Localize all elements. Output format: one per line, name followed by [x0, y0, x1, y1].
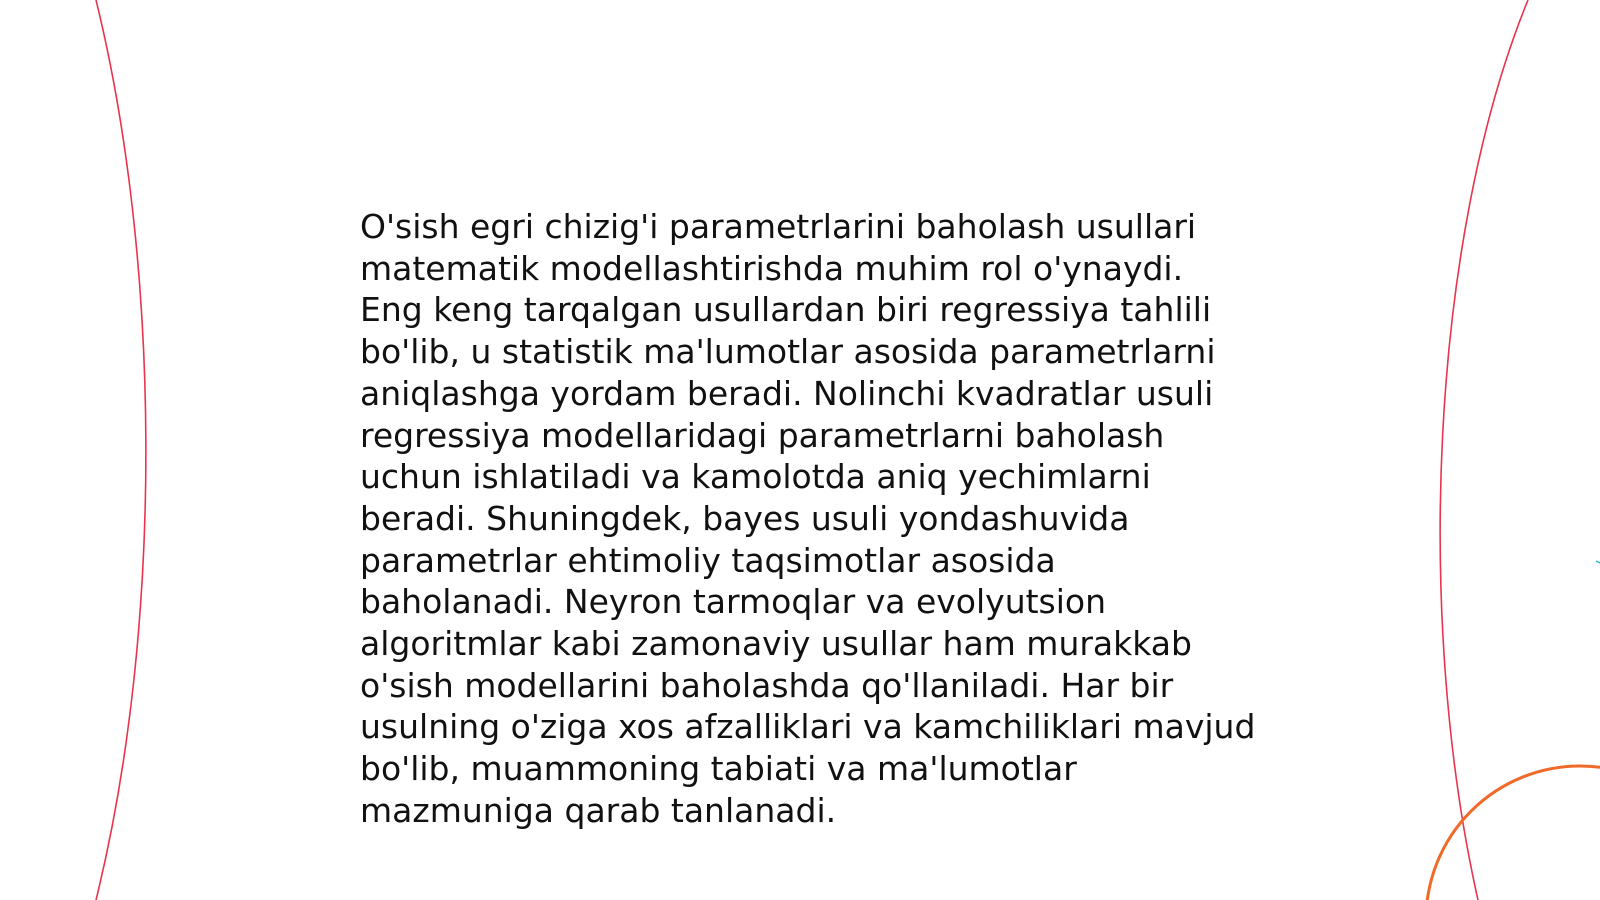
paragraph-line: usulning o'ziga xos afzalliklari va kamchiliklari mavjud: [360, 707, 1256, 747]
paragraph-line: o'sish modellarini baholashda qo'llaniladi. Har bir: [360, 665, 1174, 705]
paragraph-line: algoritmlar kabi zamonaviy usullar ham murakkab: [360, 624, 1192, 664]
corner-accent-decoration: [1596, 561, 1600, 563]
left-curve-decoration: [96, 0, 146, 900]
paragraph-line: O'sish egri chizig'i parametrlarini baholash usullari: [360, 207, 1197, 246]
paragraph-line: regressiya modellaridagi parametrlarni baholash: [360, 415, 1165, 455]
corner-circle-decoration: [1426, 766, 1600, 900]
paragraph-line: aniqlashga yordam beradi. Nolinchi kvadratlar usuli: [360, 373, 1214, 413]
paragraph-line: bo'lib, muammoning tabiati va ma'lumotlar: [360, 749, 1077, 789]
body-paragraph: [360, 206, 1260, 832]
paragraph-line: matematik modellashtirishda muhim rol o'ynaydi.: [360, 248, 1184, 288]
paragraph-line: beradi. Shuningdek, bayes usuli yondashuvida: [360, 498, 1130, 538]
paragraph-line: baholanadi. Neyron tarmoqlar va evolyutsion: [360, 582, 1107, 622]
paragraph-line: bo'lib, u statistik ma'lumotlar asosida parametrlarni: [360, 332, 1216, 372]
paragraph-line: Eng keng tarqalgan usullardan biri regressiya tahlili: [360, 290, 1212, 330]
paragraph-line: parametrlar ehtimoliy taqsimotlar asosida: [360, 540, 1056, 580]
paragraph-line: uchun ishlatiladi va kamolotda aniq yechimlarni: [360, 457, 1151, 497]
paragraph-line: mazmuniga qarab tanlanadi.: [360, 790, 837, 830]
right-curve-decoration: [1440, 0, 1528, 900]
